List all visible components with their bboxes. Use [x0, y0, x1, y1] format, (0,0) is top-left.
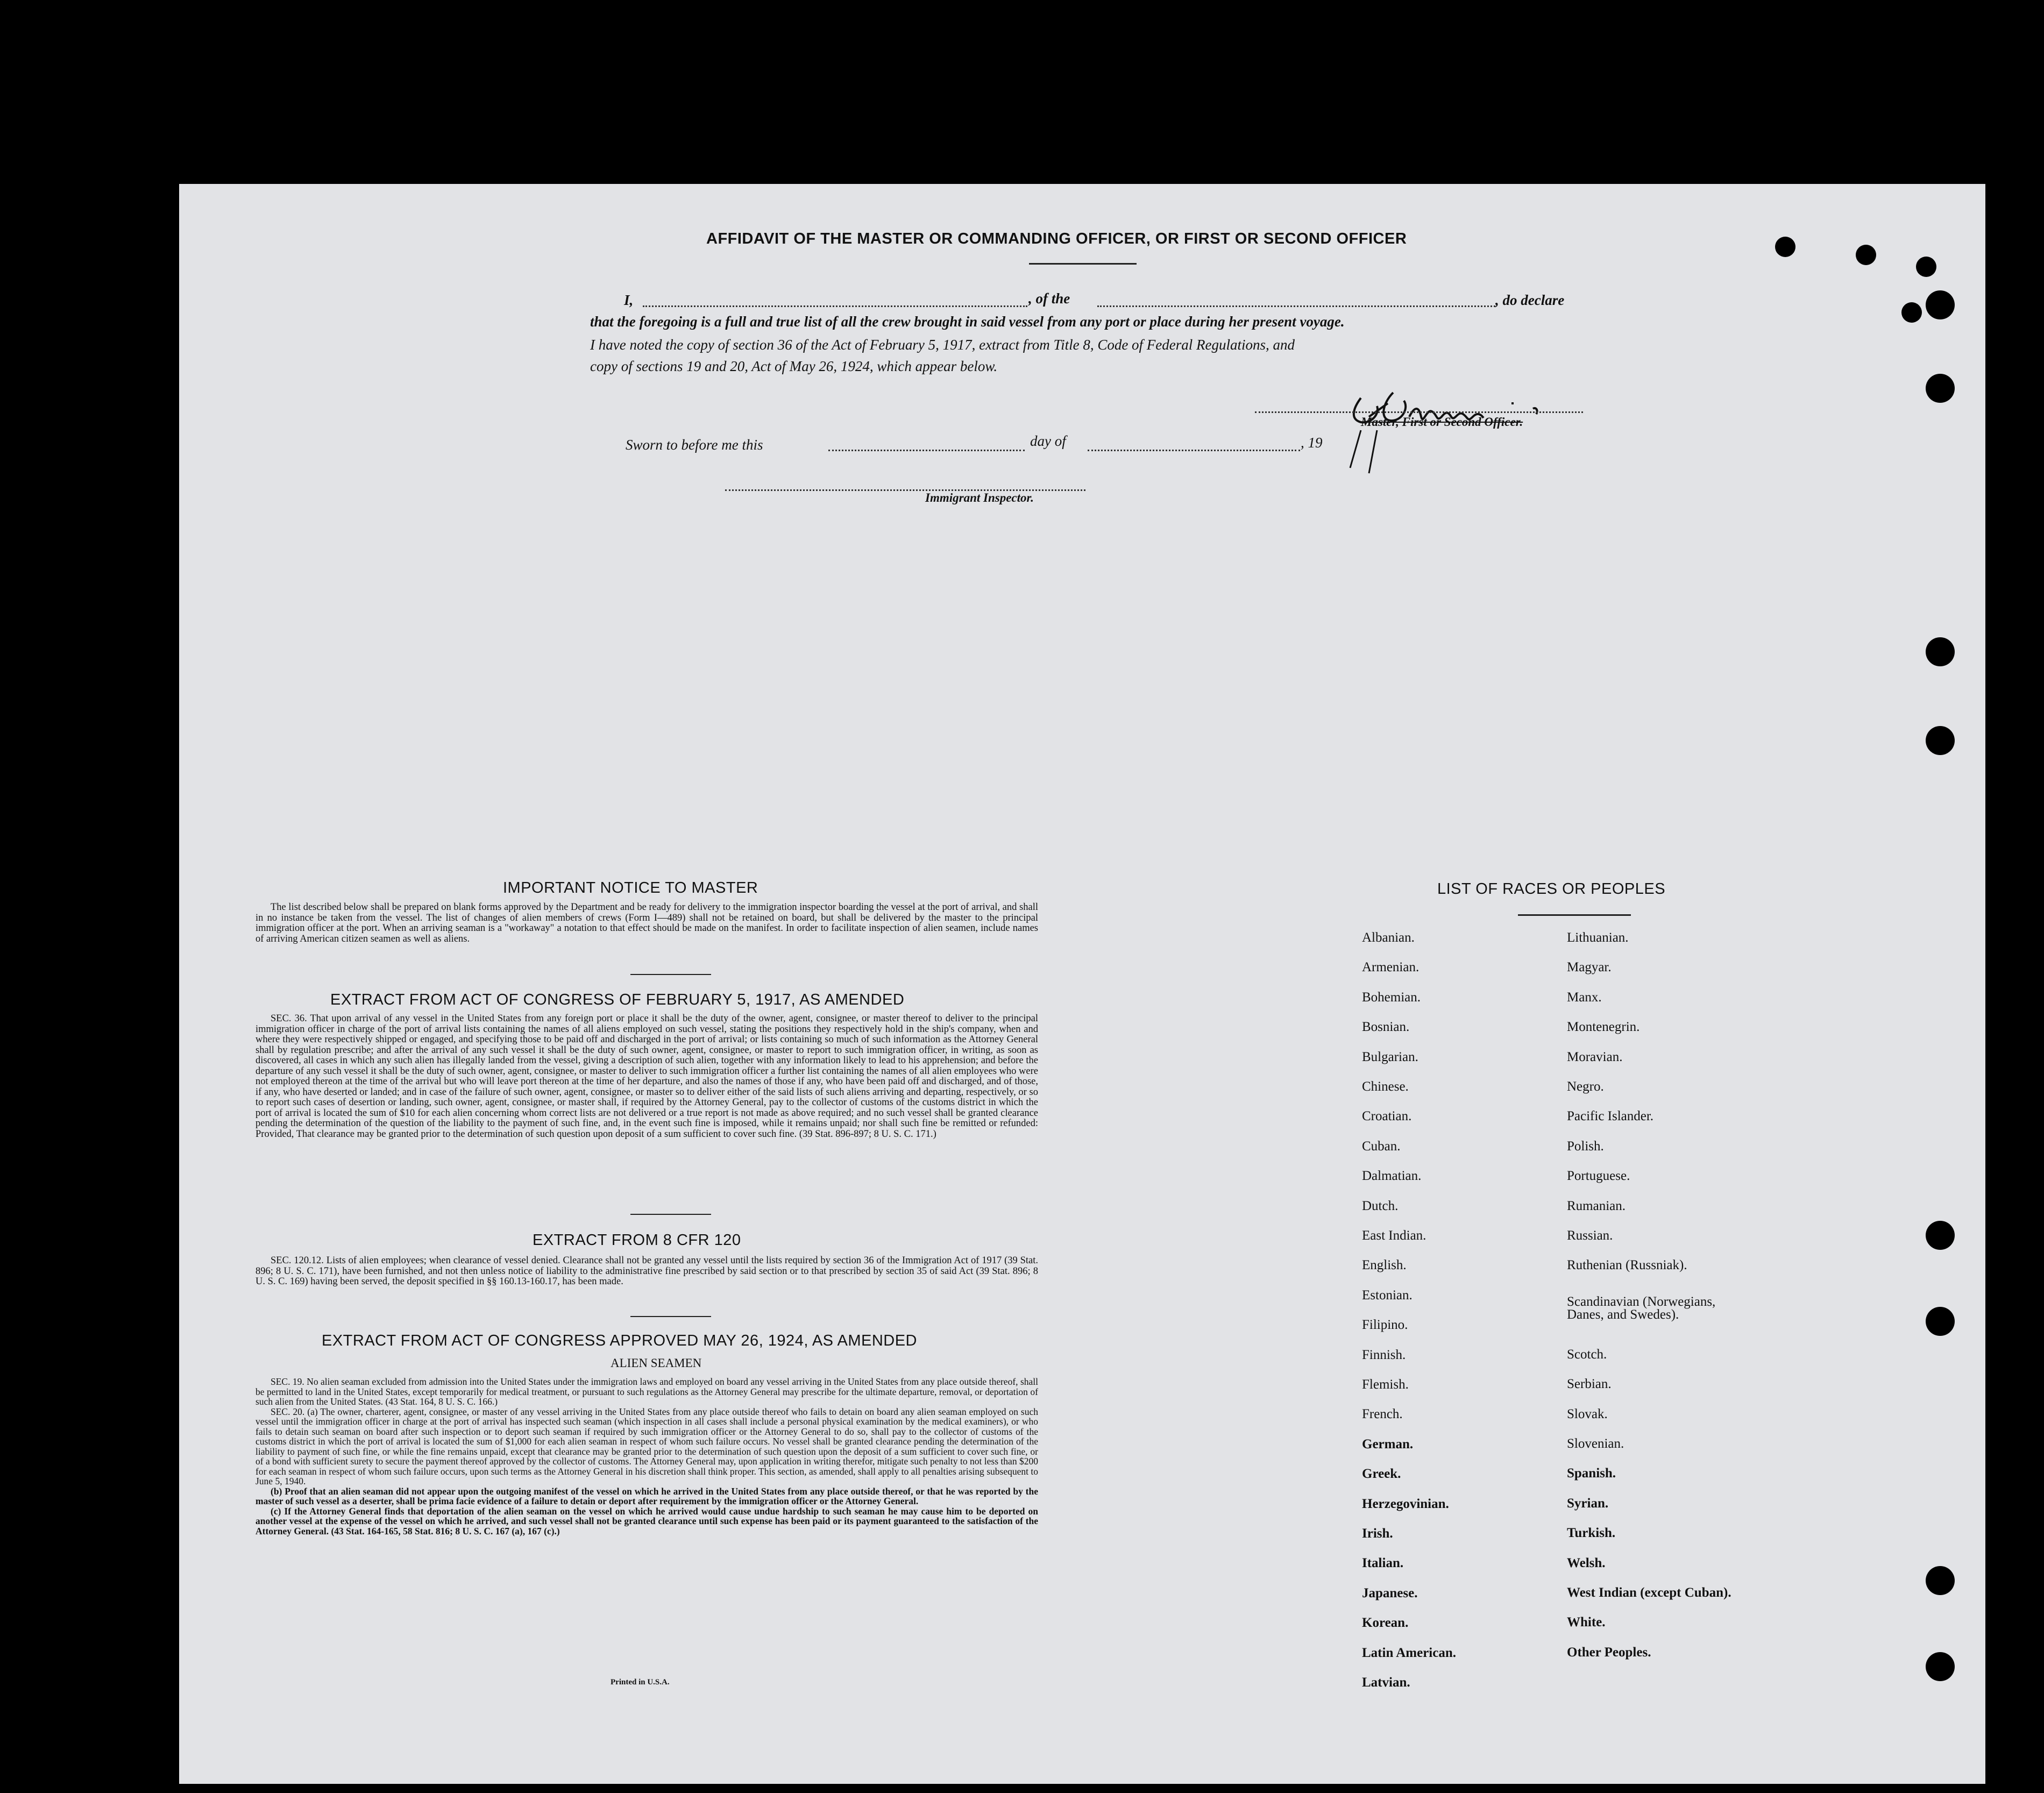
race-item: Finnish. [1362, 1347, 1406, 1362]
extract-1917-text [256, 1014, 1038, 1140]
race-item: Cuban. [1362, 1139, 1401, 1154]
race-item: Estonian. [1362, 1287, 1413, 1303]
punch-hole [1926, 290, 1955, 319]
race-item: Albanian. [1362, 930, 1415, 945]
race-item: Spanish. [1567, 1466, 1616, 1481]
section-rule [630, 1316, 711, 1317]
affidavit-line-4: copy of sections 19 and 20, Act of May 26, 1924, which appear below. [590, 358, 998, 374]
race-item: Slovenian. [1567, 1436, 1624, 1451]
day-of-label: day of [1030, 433, 1066, 449]
race-item: Manx. [1567, 990, 1602, 1005]
race-item: German. [1362, 1436, 1414, 1452]
section-rule [630, 974, 711, 975]
race-item: Armenian. [1362, 960, 1420, 975]
race-item: Herzegovinian. [1362, 1496, 1449, 1511]
alien-seamen-subtitle: ALIEN SEAMEN [611, 1356, 702, 1370]
ink-blot [1901, 302, 1922, 323]
races-title-rule [1518, 914, 1631, 916]
race-item: Lithuanian. [1567, 930, 1629, 945]
affidavit-of-the: , of the [1028, 290, 1070, 307]
race-item: Slovak. [1567, 1406, 1608, 1421]
race-item: Korean. [1362, 1616, 1409, 1631]
section-20b-paragraph: (b) Proof that an alien seaman did not appear upon the outgoing manifest of the vessel on which he arrived in the United States from any place outside thereof, or that he was reported by the master of such vessel as a deserter, shall be prima facie evidence of a failure to detain or deport after requirement by the immigration officer or the Attorney General. [256, 1485, 1038, 1506]
punch-hole [1926, 1652, 1955, 1681]
race-item: Serbian. [1567, 1377, 1612, 1392]
title-rule [1029, 263, 1137, 265]
document-sheet [179, 184, 1985, 1784]
sworn-day-blank [828, 450, 1025, 451]
extract-1917-title: EXTRACT FROM ACT OF CONGRESS OF FEBRUARY 5, 1917, AS AMENDED [330, 991, 905, 1008]
race-item: Greek. [1362, 1467, 1401, 1482]
signature-caption: Master, First or Second Officer. [1361, 415, 1523, 429]
month-blank [1088, 450, 1300, 451]
race-item: Negro. [1567, 1079, 1604, 1094]
race-item: Polish. [1567, 1139, 1604, 1154]
notice-text [256, 902, 1038, 944]
race-item: Magyar. [1567, 960, 1612, 975]
race-item: Syrian. [1567, 1496, 1609, 1511]
name-blank [643, 305, 1027, 307]
inspector-caption: Immigrant Inspector. [925, 491, 1034, 504]
race-item: Ruthenian (Russniak). [1567, 1258, 1687, 1273]
race-item: Portuguese. [1567, 1169, 1630, 1184]
race-item: Scandinavian (Norwegians, Danes, and Swedes). [1567, 1294, 1716, 1322]
extract-1924-text [256, 1377, 1038, 1536]
race-item: Italian. [1362, 1556, 1404, 1571]
race-item: Russian. [1567, 1228, 1613, 1243]
race-item: English. [1362, 1258, 1407, 1273]
race-item: Welsh. [1567, 1555, 1606, 1570]
section-120-paragraph: SEC. 120.12. Lists of alien employees; when clearance of vessel denied. Clearance shall not be granted any vessel until the lists required by section 36 of the Immigration Act of 1917 (39 Stat. 896; 8 U. S. C. 171), have been furnished, and not then unless notice of liability to the administrative fine prescribed by said section or to that prescribed by section 35 of said Act (39 Stat. 896; 8 U. S. C. 169) having been served, the deposit specified in §§ 160.13-160.17, has been made. [256, 1255, 1038, 1287]
punch-hole [1926, 374, 1955, 403]
affidavit-title: AFFIDAVIT OF THE MASTER OR COMMANDING OFFICER, OR FIRST OR SECOND OFFICER [706, 230, 1407, 247]
race-item: Dalmatian. [1362, 1169, 1422, 1184]
punch-hole [1926, 1307, 1955, 1336]
ink-blot [1916, 257, 1936, 277]
race-item: Flemish. [1362, 1377, 1409, 1392]
punch-hole [1926, 1221, 1955, 1250]
notice-paragraph: The list described below shall be prepared on blank forms approved by the Department and be ready for delivery to the immigration inspector boarding the vessel at the port of arrival, and shall in no instance be taken from the vessel. The list of changes of alien members of crews (Form I—489) shall not be retained on board, but shall be delivered by the master to the principal immigration officer at the port. When an arriving seaman is a "workaway" a notation to that effect should be made on the manifest. In order to facilitate inspection of alien seamen, include names of arriving American citizen seamen as well as aliens. [256, 902, 1038, 944]
race-item: Scotch. [1567, 1347, 1607, 1362]
extract-cfr-text [256, 1256, 1038, 1287]
race-item: White. [1567, 1615, 1606, 1630]
race-item: Latvian. [1362, 1675, 1410, 1690]
race-item: Chinese. [1362, 1079, 1409, 1094]
race-item: Other Peoples. [1567, 1645, 1651, 1660]
race-item: Montenegrin. [1567, 1020, 1640, 1035]
race-item: Bosnian. [1362, 1020, 1410, 1035]
ink-blot [1775, 237, 1795, 257]
year-prefix: , 19 [1301, 435, 1323, 451]
race-item: Turkish. [1567, 1526, 1616, 1541]
race-item: Bulgarian. [1362, 1049, 1418, 1064]
section-20c-paragraph: (c) If the Attorney General finds that deportation of the alien seaman on the vessel on which he arrived would cause undue hardship to such seaman he may cause him to be deported on another vessel at the expense of the vessel on which he arrived, and such vessel shall not be granted clearance until such expense has been paid or its payment guaranteed to the satisfaction of the Attorney General. (43 Stat. 164-165, 58 Stat. 816; 8 U. S. C. 167 (a), 167 (c).) [256, 1505, 1038, 1536]
printed-in-usa: Printed in U.S.A. [611, 1678, 670, 1687]
race-item: Irish. [1362, 1526, 1393, 1541]
race-item: Latin American. [1362, 1645, 1456, 1660]
affidavit-line-3: I have noted the copy of section 36 of the Act of February 5, 1917, extract from Title 8, Code of Federal Regulations, and [590, 337, 1295, 353]
section-19-paragraph: SEC. 19. No alien seaman excluded from admission into the United States under the immigration laws and employed on board any vessel arriving in the United States from any place outside thereof, shall be permitted to land in the United States, except temporarily for medical treatment, or pursuant to such regulations as the Attorney General may prescribe for the ultimate departure, removal, or deportation of such alien from the United States. (43 Stat. 164, 8 U. S. C. 166.) [256, 1376, 1038, 1407]
extract-cfr-title: EXTRACT FROM 8 CFR 120 [533, 1232, 741, 1249]
affidavit-do-declare: , do declare [1495, 292, 1565, 308]
race-item: Pacific Islander. [1567, 1109, 1654, 1124]
ink-blot [1856, 245, 1876, 265]
section-36-paragraph: SEC. 36. That upon arrival of any vessel in the United States from any foreign port or place it shall be the duty of the owner, agent, consignee, or master thereof to deliver to the principal immigration officer in charge of the port of arrival lists containing the names of all aliens employed on such vessel, stating the positions they respectively hold in the ship's company, when and where they were respectively shipped or engaged, and specifying those to be paid off and discharged in the port of arrival; or lists containing so much of such information as the Attorney General shall by regulation prescribe; and after the arrival of any such vessel it shall be the duty of such owner, agent, consignee, or master to report to such immigration officer, in writing, as soon as discovered, all cases in which any such alien has illegally landed from the vessel, giving a description of such alien, together with any information likely to lead to his apprehension; and before the departure of any such vessel it shall be the duty of such owner, agent, consignee, or master to deliver to such immigration officer a further list containing the names of all alien employees who were not employed thereon at the time of the arrival but who will leave port thereon at the time of her departure, and also the names of those if any, who have been paid off and discharged, and of those, if any, who have deserted or landed; and in case of the failure of such owner, agent, consignee, or master so to deliver either of the said lists of such aliens arriving and departing, respectively, or so to report such cases of desertion or landing, such owner, agent, consignee, or master shall, if required by the Attorney General, pay to the collector of customs of the customs district in which the port of arrival is located the sum of $10 for each alien concerning whom correct lists are not delivered or a true report is not made as above required; and no such vessel shall be granted clearance pending the determination of the question of the liability to the payment of such fine, and, in the event such fine is imposed, while it remains unpaid; nor shall such fine be remitted or refunded: Provided, That clearance may be granted prior to the determination of such question upon deposit of a sum sufficient to cover such fine. (39 Stat. 896-897; 8 U. S. C. 171.) [256, 1013, 1038, 1140]
signature-line [1255, 411, 1583, 413]
affidavit-line-2: that the foregoing is a full and true list of all the crew brought in said vessel from any port or place during her present voyage. [590, 314, 1345, 330]
extract-1924-title: EXTRACT FROM ACT OF CONGRESS APPROVED MAY 26, 1924, AS AMENDED [322, 1332, 917, 1349]
notice-title: IMPORTANT NOTICE TO MASTER [503, 879, 758, 896]
race-item: East Indian. [1362, 1228, 1426, 1243]
vessel-blank [1097, 305, 1495, 307]
race-item: French. [1362, 1407, 1403, 1422]
race-item: Moravian. [1567, 1049, 1623, 1064]
race-item: Japanese. [1362, 1585, 1418, 1600]
race-item: Croatian. [1362, 1109, 1412, 1124]
punch-hole [1926, 726, 1955, 755]
race-item: Rumanian. [1567, 1198, 1626, 1213]
section-20a-paragraph: SEC. 20. (a) The owner, charterer, agent, consignee, or master of any vessel arriving in the United States from any place outside thereof who fails to detain on board any alien seaman employed on such vessel until the immigration officer in charge at the port of arrival has inspected such seaman (which inspection in all cases shall include a personal physical examination by the medical examiners), or who fails to detain such seaman on board after such inspection or to deport such seaman if required by such immigration officer or the Attorney General to do so, shall pay to the collector of customs of the customs district in which the port of arrival is located the sum of $1,000 for each alien seaman in respect of whom such failure occurs. No vessel shall be granted clearance pending the determination of the liability to payment of such fine, or while the fine remains unpaid, except that clearance may be granted prior to the determination of such question upon the deposit of a sum sufficient to cover such fine, or of a bond with sufficient surety to secure the payment thereof approved by the collector of customs. The Attorney General may, upon application in writing therefor, mitigate such penalty to not less than $200 for each seaman in respect of whom such failure occurs, upon such terms as the Attorney General in his discretion shall think proper. This section, as amended, shall apply to all penalties arising subsequent to June 5, 1940. [256, 1406, 1038, 1486]
race-item: Dutch. [1362, 1198, 1399, 1213]
race-item: West Indian (except Cuban). [1567, 1585, 1731, 1600]
affidavit-i-label: I, [624, 292, 634, 308]
race-item: Filipino. [1362, 1318, 1408, 1333]
sworn-label: Sworn to before me this [626, 437, 763, 453]
punch-hole [1926, 637, 1955, 666]
punch-hole [1926, 1566, 1955, 1595]
races-title: LIST OF RACES OR PEOPLES [1437, 880, 1666, 898]
race-item: Bohemian. [1362, 990, 1421, 1005]
section-rule [630, 1214, 711, 1215]
